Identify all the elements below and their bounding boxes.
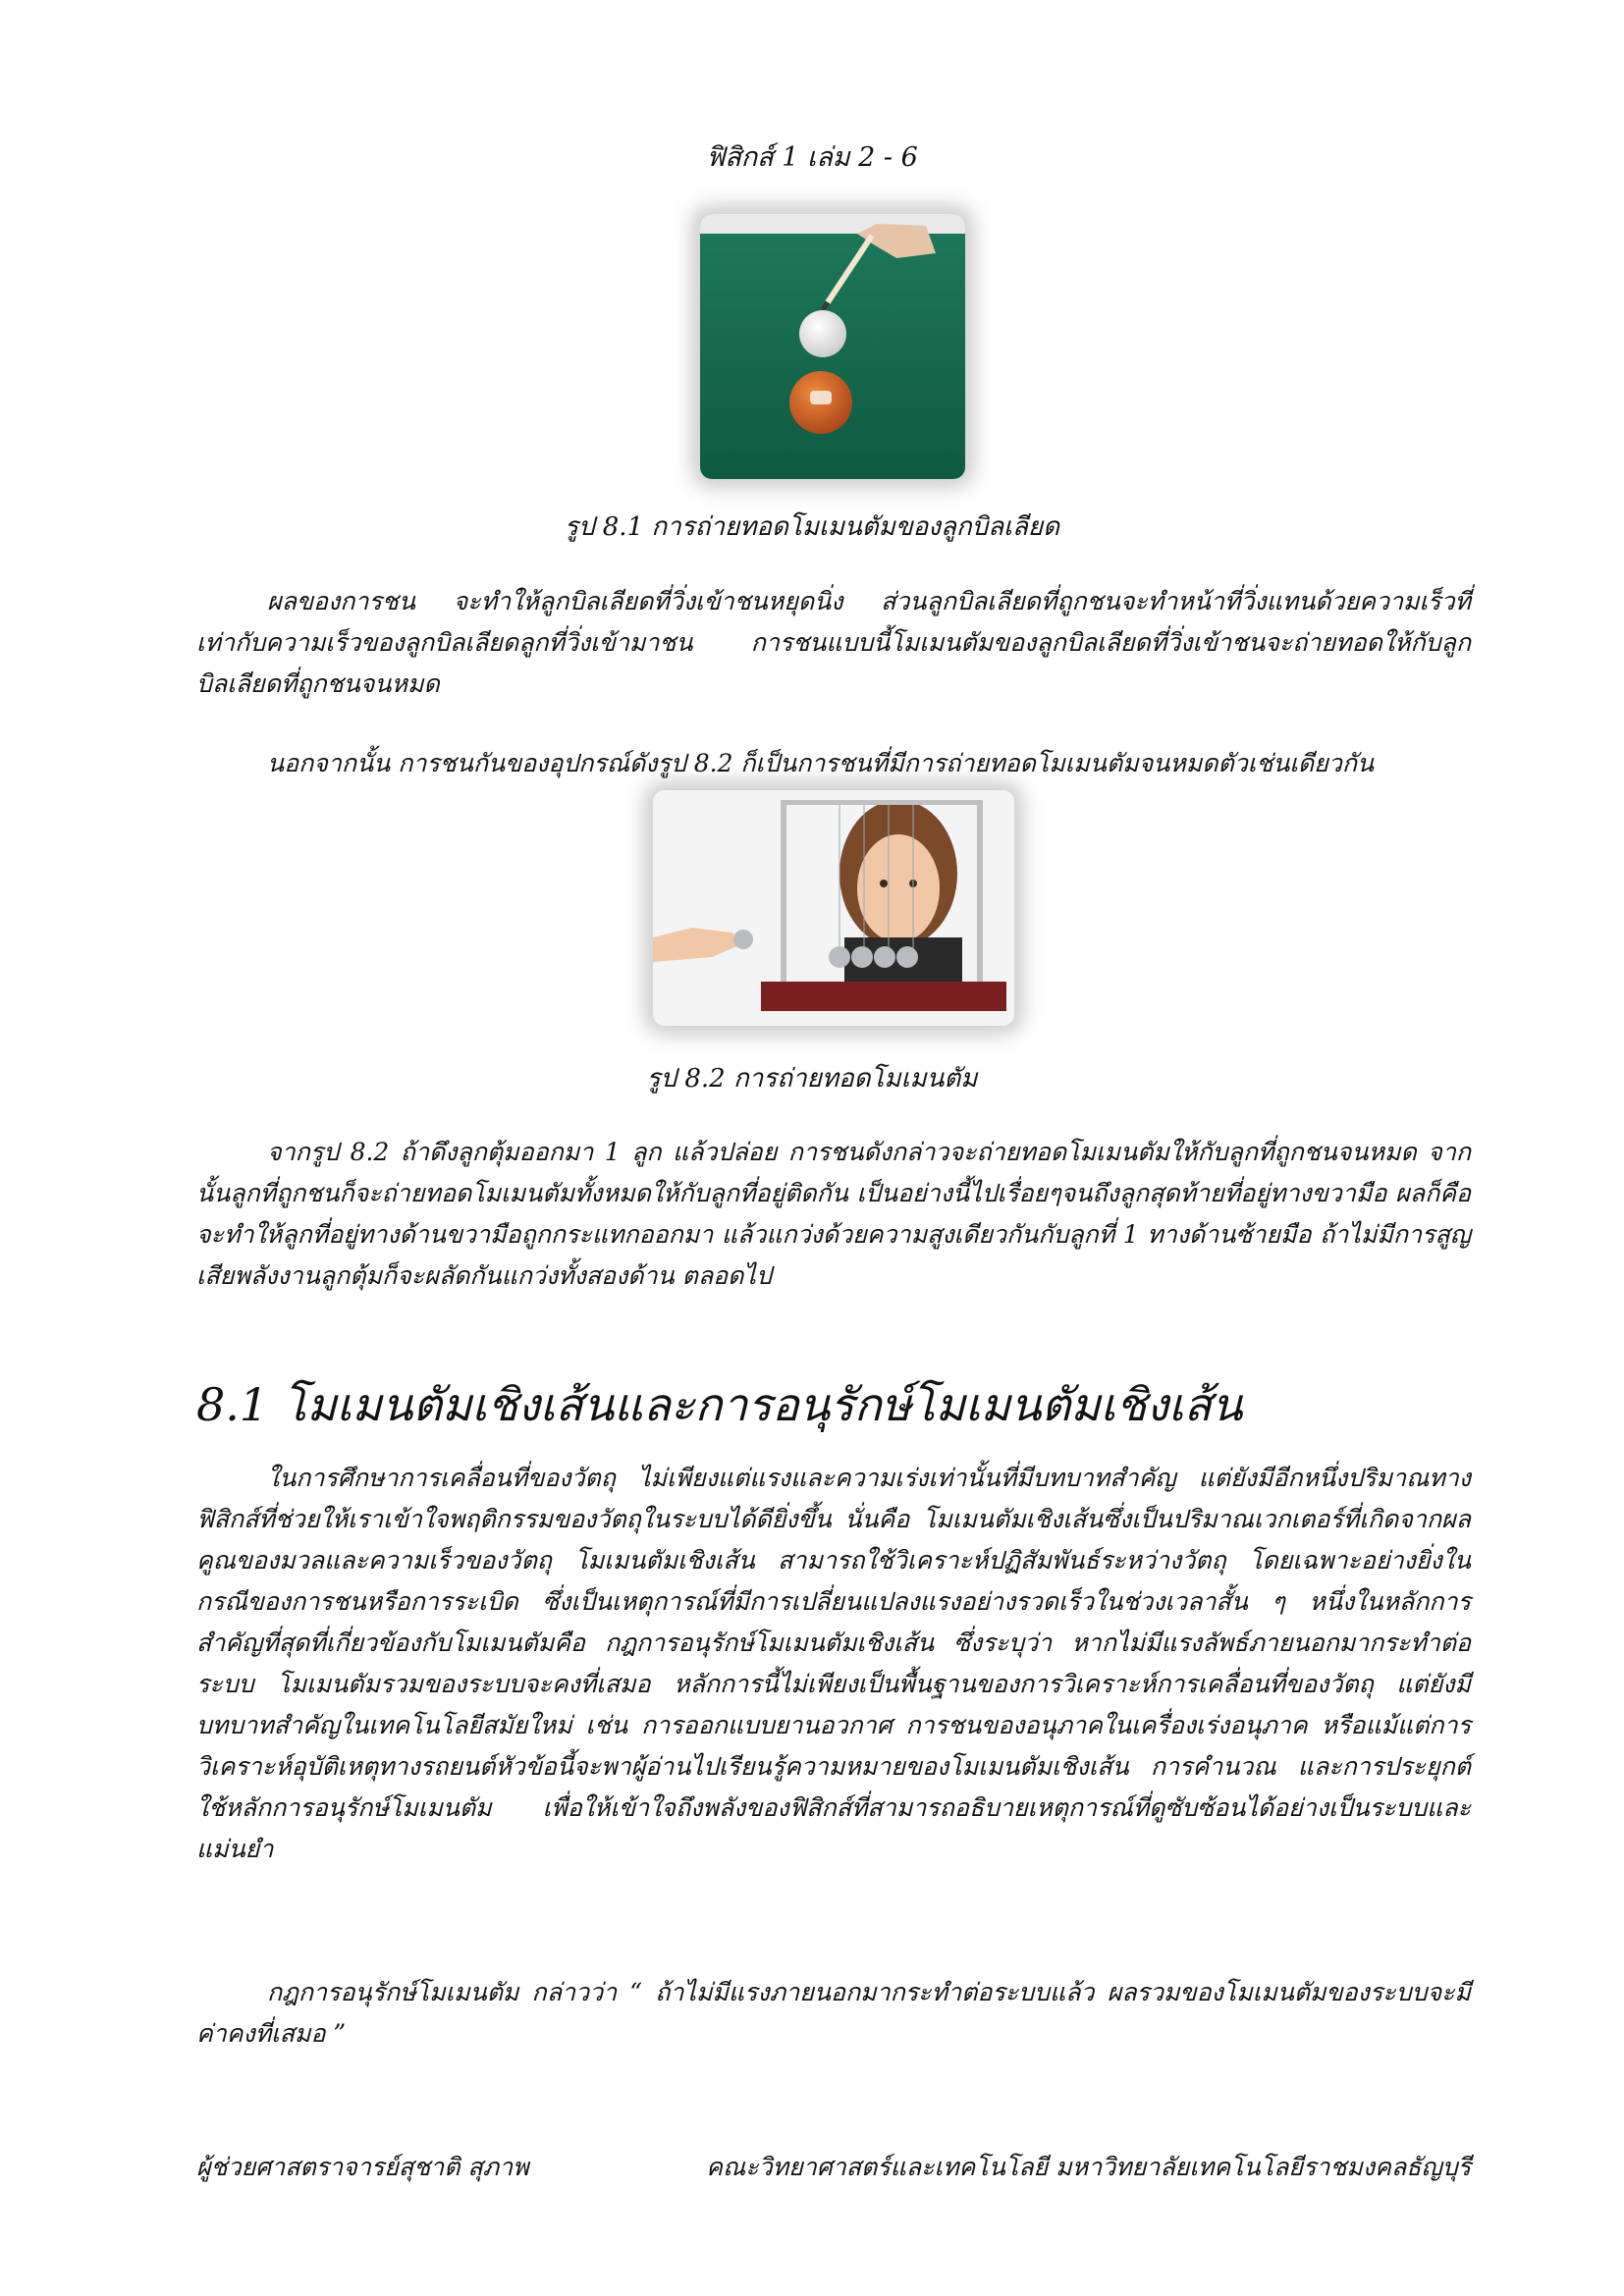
billiard-photo: [700, 214, 965, 479]
newton-cradle-illustration: [653, 790, 1014, 1026]
figure-caption-2: รูป 8.2 การถ่ายทอดโมเมนตัม: [646, 1064, 978, 1094]
footer-author: ผู้ช่วยศาสตราจารย์สุชาติ สุภาพ: [196, 2153, 529, 2181]
billiard-illustration: [700, 214, 965, 479]
newton-cradle-photo: [653, 790, 1014, 1026]
paragraph-momentum-intro: ในการศึกษาการเคลื่อนที่ของวัตถุ ไม่เพียงแต่แรงและความเร่งเท่านั้นที่มีบทบาทสำคัญ แต่ยังมีอีกหนึ่งปริมาณทางฟิสิกส์ที่ช่วยให้เราเข้าใจพฤติกรรมของวัตถุในระบบได้ดียิ่งขึ้น นั่นคือ โมเมนตัมเชิงเส้นซึ่งเป็นปริมาณเวกเตอร์ที่เกิดจากผลคูณของมวลและความเร็วของวัตถุ โมเมนตัมเชิงเส้น สามารถใช้วิเคราะห์ปฏิสัมพันธ์ระหว่างวัตถุ โดยเฉพาะอย่างยิ่งในกรณีของการชนหรือการระเบิด ซึ่งเป็นเหตุการณ์ที่มีการเปลี่ยนแปลงแรงอย่างรวดเร็วในช่วงเวลาสั้น ๆ หนึ่งในหลักการสำคัญที่สุดที่เกี่ยวข้องกับโมเมนตัมคือ กฎการอนุรักษ์โมเมนตัมเชิงเส้น ซึ่งระบุว่า หากไม่มีแรงลัพธ์ภายนอกมากระทำต่อระบบ โมเมนตัมรวมของระบบจะคงที่เสมอ หลักการนี้ไม่เพียงเป็นพื้นฐานของการวิเคราะห์การเคลื่อนที่ของวัตถุ แต่ยังมีบทบาทสำคัญในเทคโนโลยีสมัยใหม่ เช่น การออกแบบยานอวกาศ การชนของอนุภาคในเครื่องเร่งอนุภาค หรือแม้แต่การวิเคราะห์อุบัติเหตุทางรถยนต์หัวข้อนี้จะพาผู้อ่านไปเรียนรู้ความหมายของโมเมนตัมเชิงเส้น การคำนวณ และการประยุกต์ใช้หลักการอนุรักษ์โมเมนตัม เพื่อให้เข้าใจถึงพลังของฟิสิกส์ที่สามารถอธิบายเหตุการณ์ที่ดูซับซ้อนได้อย่างเป็นระบบและแม่นยำ: [196, 1464, 1471, 1863]
section-heading: 8.1 โมเมนตัมเชิงเส้นและการอนุรักษ์โมเมนตัมเชิงเส้น: [196, 1378, 1243, 1431]
paragraph-newton-cradle-intro: นอกจากนั้น การชนกันของอุปกรณ์ดังรูป 8.2 ก็เป็นการชนที่มีการถ่ายทอดโมเมนตัมจนหมดตัวเช่นเดียวกัน: [267, 749, 1375, 777]
paragraph-collision-result: ผลของการชน จะทำให้ลูกบิลเลียดที่วิ่งเข้าชนหยุดนิ่ง ส่วนลูกบิลเลียดที่ถูกชนจะทำหน้าที่วิ่งแทนด้วยความเร็วที่เท่ากับความเร็วของลูกบิลเลียดลูกที่วิ่งเข้ามาชน การชนแบบนี้โมเมนตัมของลูกบิลเลียดที่วิ่งเข้าชนจะถ่ายทอดให้กับลูกบิลเลียดที่ถูกชนจนหมด: [196, 587, 1471, 698]
paragraph-newton-cradle-explanation: จากรูป 8.2 ถ้าดึงลูกตุ้มออกมา 1 ลูก แล้วปล่อย การชนดังกล่าวจะถ่ายทอดโมเมนตัมให้กับลูกที่ถูกชนจนหมด จากนั้นลูกที่ถูกชนก็จะถ่ายทอดโมเมนตัมทั้งหมดให้กับลูกที่อยู่ติดกัน เป็นอย่างนี้ไปเรื่อยๆจนถึงลูกสุดท้ายที่อยู่ทางขวามือ ผลก็คือจะทำให้ลูกที่อยู่ทางด้านขวามือถูกกระแทกออกมา แล้วแกว่งด้วยความสูงเดียวกันกับลูกที่ 1 ทางด้านซ้ายมือ ถ้าไม่มีการสูญเสียพลังงานลูกตุ้มก็จะผลัดกันแกว่งทั้งสองด้าน ตลอดไป: [196, 1138, 1471, 1290]
paragraph-conservation-law: กฎการอนุรักษ์โมเมนตัม กล่าวว่า “ ถ้าไม่มีแรงภายนอกมากระทำต่อระบบแล้ว ผลรวมของโมเมนตัมของระบบจะมีค่าคงที่เสมอ ”: [196, 1978, 1471, 2048]
figure-caption-1: รูป 8.1 การถ่ายทอดโมเมนตัมของลูกบิลเลียด: [565, 512, 1059, 542]
footer-affiliation: คณะวิทยาศาสตร์และเทคโนโลยี มหาวิทยาลัยเทคโนโลยีราชมงคลธัญบุรี: [706, 2153, 1471, 2181]
billiard-figure: [700, 214, 965, 479]
newton-cradle-figure: [653, 790, 1014, 1026]
page-header: ฟิสิกส์ 1 เล่ม 2 - 6: [706, 142, 918, 173]
